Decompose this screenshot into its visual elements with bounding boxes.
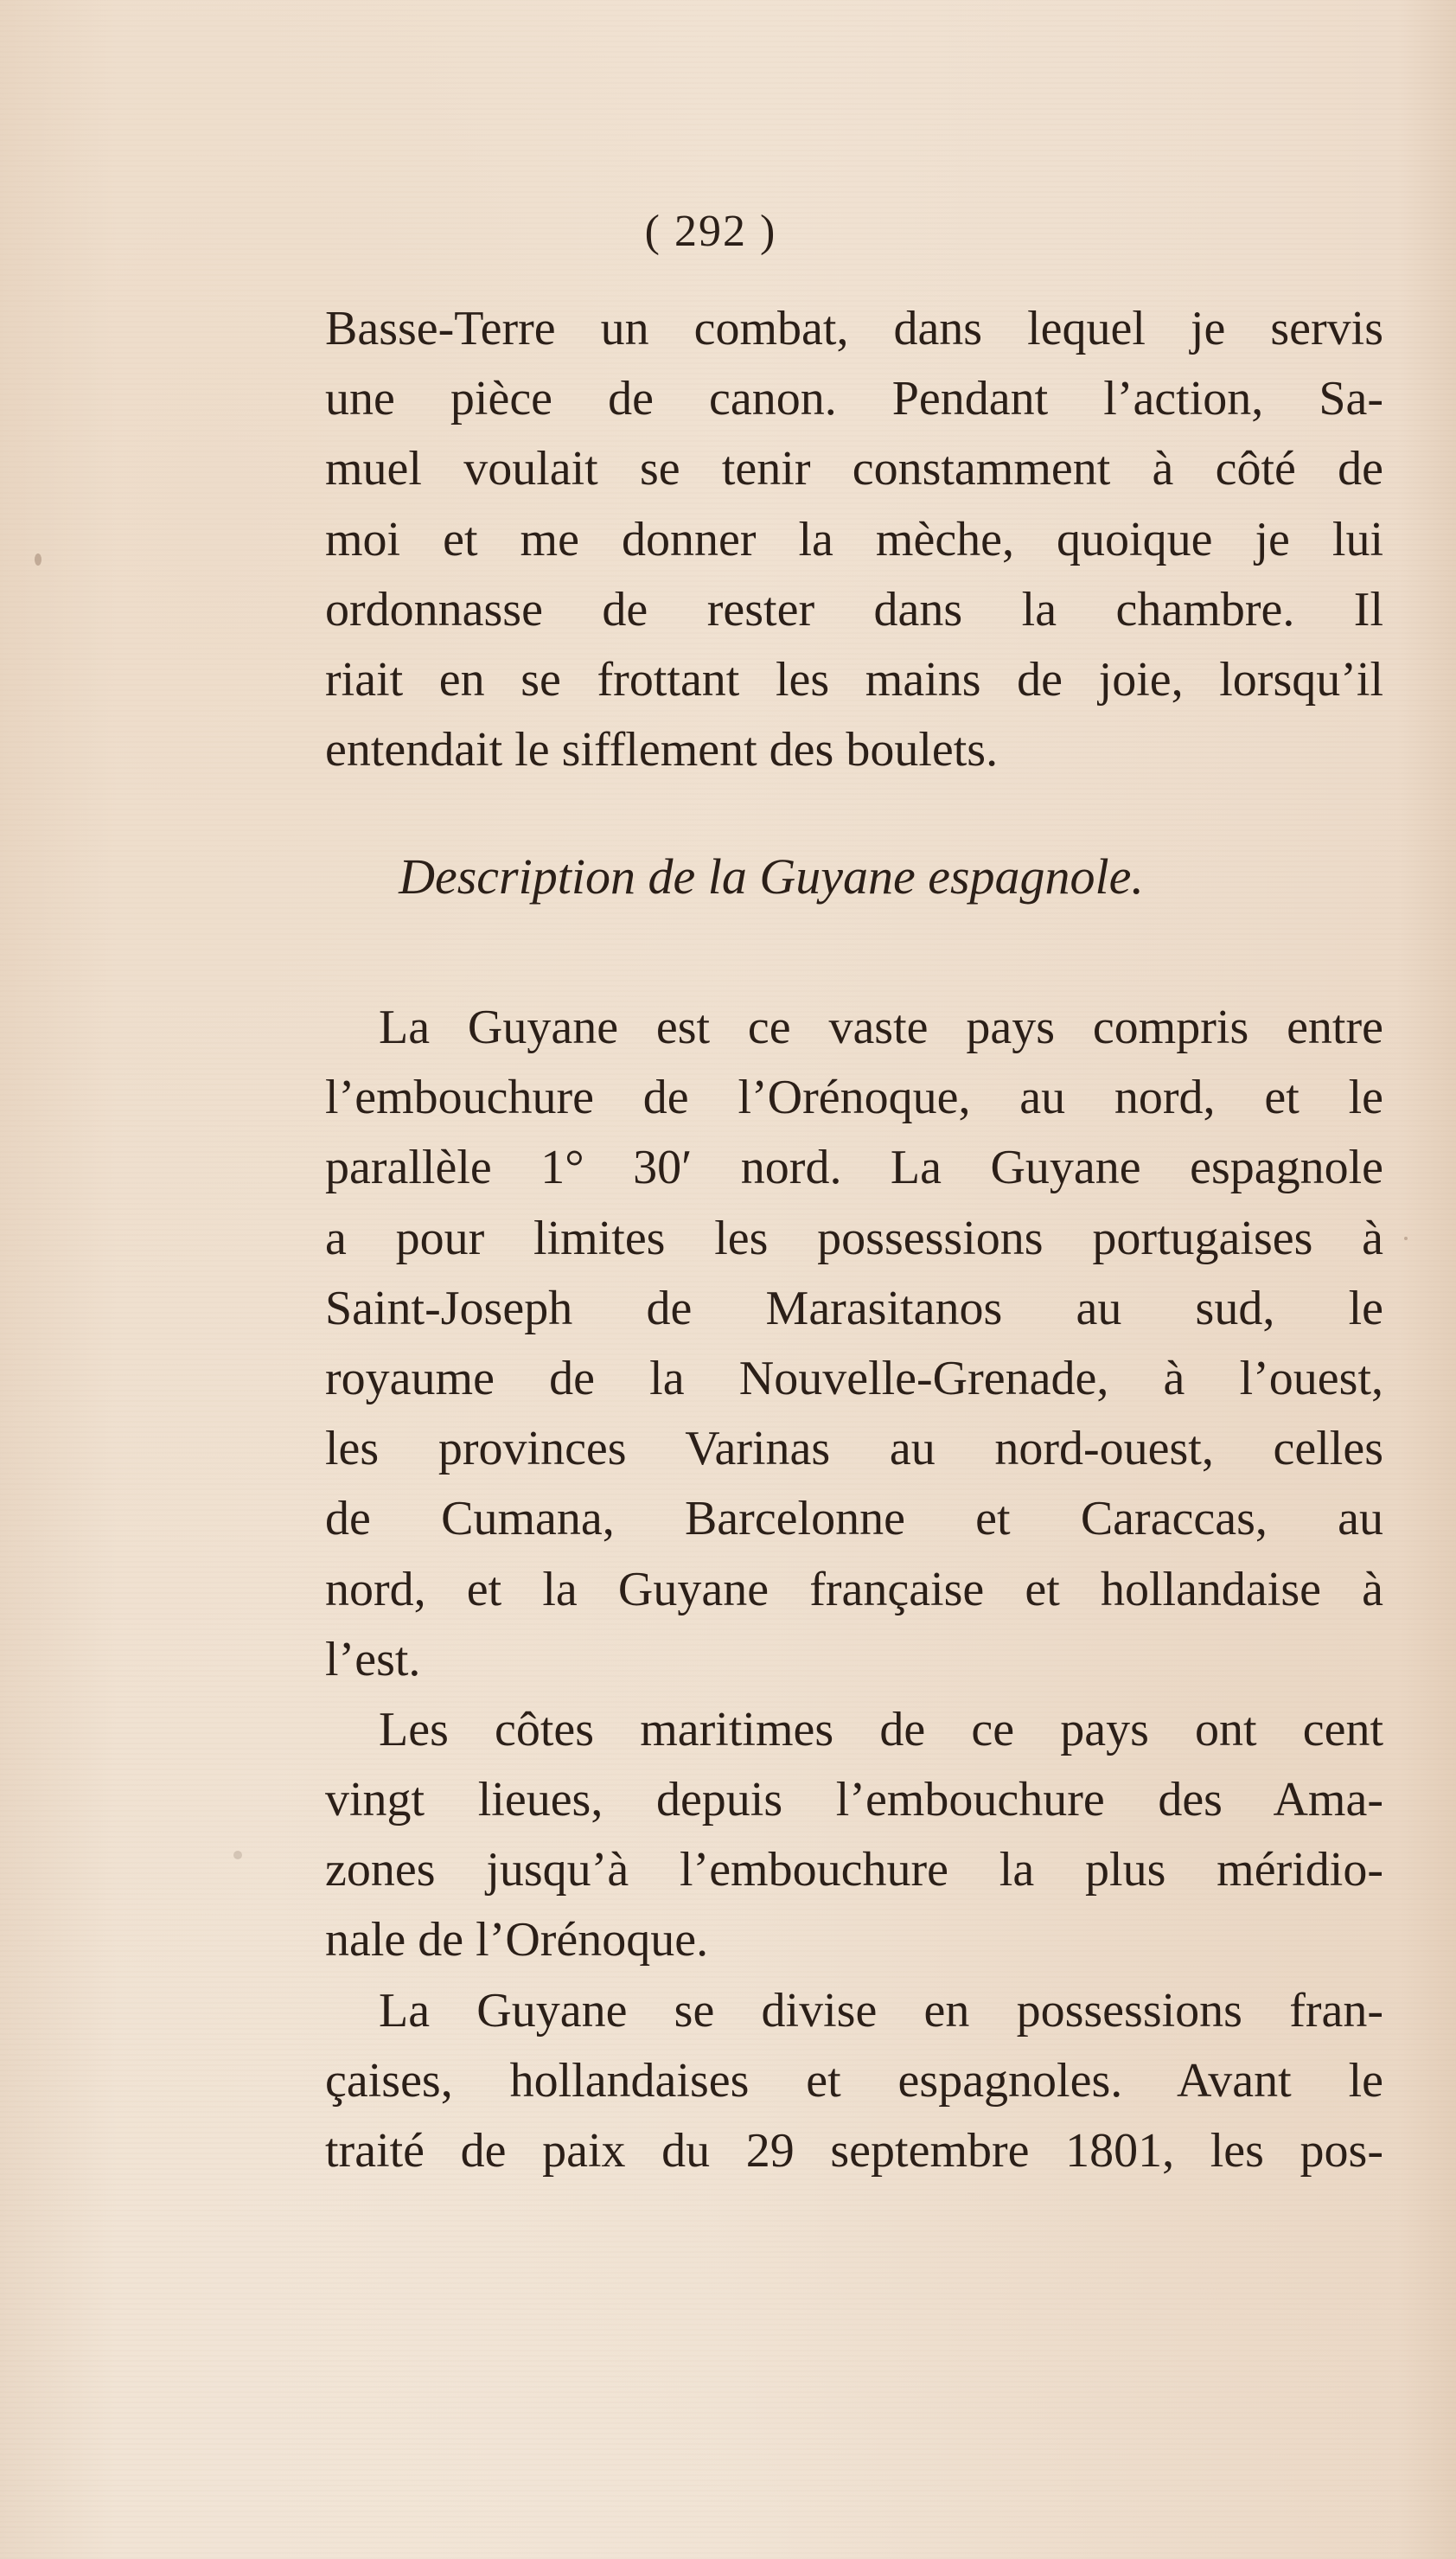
text-line: riait en se frottant les mains de joie, lorsqu’il xyxy=(325,652,1383,707)
text-line: La Guyane est ce vaste pays compris entre xyxy=(379,1001,1383,1054)
text-line: une pièce de canon. Pendant l’action, Sa- xyxy=(325,372,1383,426)
section-body xyxy=(325,993,1383,2186)
text-line: nord, et la Guyane française et hollandaise à xyxy=(325,1562,1383,1616)
text-line: Saint-Joseph de Marasitanos au sud, le xyxy=(325,1281,1383,1335)
text-line: Les côtes maritimes de ce pays ont cent xyxy=(379,1702,1383,1756)
paper-blemish xyxy=(35,553,42,566)
text-line: La Guyane se divise en possessions fran- xyxy=(379,1983,1383,2038)
section-heading: Description de la Guyane espagnole. xyxy=(399,848,1144,905)
page-number: ( 292 ) xyxy=(644,207,777,256)
text-line: Basse-Terre un combat, dans lequel je servis xyxy=(325,302,1383,355)
text-line: vingt lieues, depuis l’embouchure des Ama- xyxy=(325,1773,1383,1827)
text-line: entendait le sifflement des boulets. xyxy=(325,723,999,777)
text-line: de Cumana, Barcelonne et Caraccas, au xyxy=(325,1492,1383,1546)
text-line: parallèle 1° 30′ nord. La Guyane espagnole xyxy=(325,1141,1383,1195)
text-line: royaume de la Nouvelle-Grenade, à l’ouest, xyxy=(325,1351,1383,1405)
paragraph-continued xyxy=(325,294,1383,785)
text-line: zones jusqu’à l’embouchure la plus méridio- xyxy=(325,1843,1383,1897)
paper-blemish xyxy=(1404,1237,1408,1240)
text-line: muel voulait se tenir constamment à côté de xyxy=(325,442,1383,496)
text-line: moi et me donner la mèche, quoique je lui xyxy=(325,512,1383,566)
paper-blemish xyxy=(233,1851,242,1859)
text-line: nale de l’Orénoque. xyxy=(325,1913,709,1967)
text-line: çaises, hollandaises et espagnoles. Avant le xyxy=(325,2053,1383,2108)
text-line: l’est. xyxy=(325,1632,421,1686)
text-line: traité de paix du 29 septembre 1801, les pos- xyxy=(325,2124,1383,2178)
text-line: les provinces Varinas au nord-ouest, celles xyxy=(325,1422,1383,1476)
text-line: a pour limites les possessions portugaises à xyxy=(325,1211,1383,1265)
text-line: l’embouchure de l’Orénoque, au nord, et le xyxy=(325,1071,1383,1125)
text-line: ordonnasse de rester dans la chambre. Il xyxy=(325,582,1383,637)
